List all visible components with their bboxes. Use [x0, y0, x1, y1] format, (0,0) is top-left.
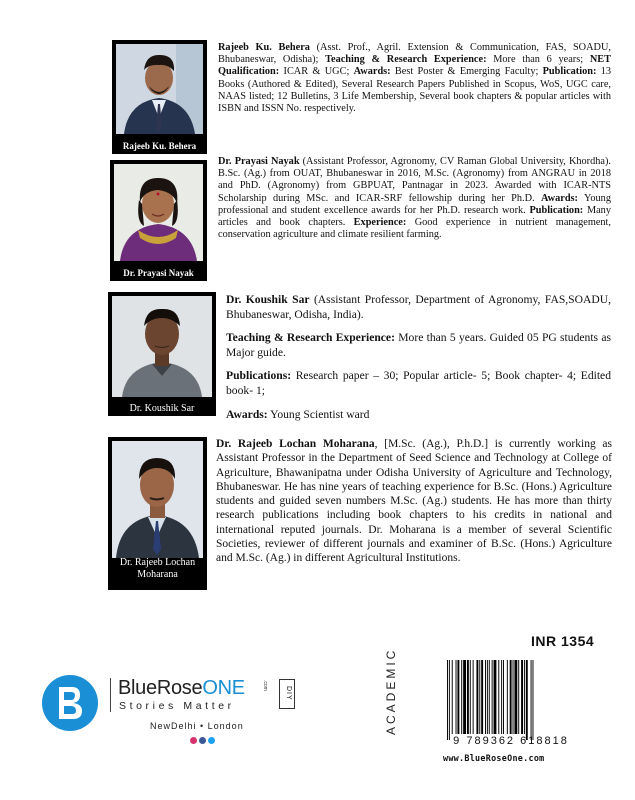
- social-icons: [190, 737, 215, 744]
- barcode-bar: [481, 660, 483, 734]
- bio-heading: Teaching & Research Experience:: [226, 331, 395, 345]
- barcode-bar: [456, 660, 457, 734]
- barcode-bar: [533, 660, 534, 740]
- bio-paragraph: [226, 408, 611, 423]
- publisher-com: .com: [262, 680, 268, 691]
- barcode-bar: [463, 660, 466, 734]
- author-photo-koushik-sar: [108, 292, 216, 416]
- barcode-bar: [524, 660, 525, 734]
- bio-heading: Awards:: [541, 192, 578, 204]
- barcode-bar: [457, 660, 459, 734]
- bio-text: Good experience in nutrient management, conservation agriculture and climate resilient farming.: [218, 217, 611, 241]
- barcode-bar: [473, 660, 474, 734]
- bio-heading: Awards:: [226, 407, 268, 421]
- bio-heading: Awards:: [353, 66, 391, 78]
- bio-heading: Experience:: [353, 217, 407, 229]
- barcode-bar: [513, 660, 514, 734]
- bio-heading: Publication:: [542, 66, 597, 78]
- bio-heading: Dr. Koushik Sar: [226, 293, 310, 306]
- publisher-name-part2: ONE: [202, 677, 245, 699]
- author-caption: Dr. Rajeeb Lochan Moharana: [119, 557, 196, 580]
- bio-text: Young Scientist ward: [267, 407, 370, 421]
- bio-text: Research paper – 30; Popular article- 5; Book chapter- 4; Edited book- 1;: [226, 369, 611, 397]
- publisher-name: [118, 677, 245, 700]
- author-bio-rajeeb-moharana: [216, 437, 612, 566]
- barcode-bar: [494, 660, 497, 734]
- barcode-bar: [487, 660, 488, 734]
- barcode-bar: [485, 660, 486, 734]
- bio-paragraph: [226, 293, 611, 322]
- bio-heading: Publication:: [529, 204, 584, 216]
- twitter-icon[interactable]: [208, 737, 215, 744]
- portrait-image: [112, 441, 203, 558]
- bio-paragraph: [226, 331, 611, 360]
- barcode-bar: [492, 660, 493, 734]
- website-url: www.BlueRoseOne.com: [443, 753, 545, 763]
- barcode-bar: [507, 660, 508, 734]
- barcode-bar: [526, 660, 528, 740]
- bio-heading: Rajeeb Ku. Behera: [218, 42, 310, 53]
- barcode-bar: [498, 660, 499, 734]
- bio-text: Young professional and student excellence awards for her Ph.D. research work.: [218, 192, 611, 216]
- diy-label: DIY: [285, 686, 292, 701]
- author-bio-prayasi-nayak: [218, 156, 611, 241]
- bio-text: (Asst. Prof., Agril. Extension & Communication, FAS, SOADU, Bhubaneswar, Odisha);: [218, 42, 611, 66]
- isbn-number: 9 789362 618818: [453, 735, 569, 747]
- publisher-name-part1: BlueRose: [118, 677, 203, 699]
- barcode-bar: [447, 660, 448, 740]
- bio-paragraph: [226, 369, 611, 398]
- barcode-bar: [489, 660, 490, 734]
- bio-text: 13 Books (Authored & Edited), Several Research Papers Published in Scopus, WoS, UGC care, NAAS listed; 12 Bulletins, 3 Life Membership, Several book chapters & popular articles with ISBN and ISSN No. respectively.: [218, 66, 611, 115]
- barcode-bar: [503, 660, 504, 734]
- bio-text: More than 5 years. Guided 05 PG students as Major guide.: [226, 331, 612, 359]
- barcode-bar: [521, 660, 523, 734]
- author-bio-rajeeb-behera: [218, 42, 611, 115]
- author-caption: Dr. Prayasi Nayak: [123, 268, 194, 278]
- barcode-bar: [510, 660, 512, 734]
- barcode-bar: [501, 660, 502, 734]
- portrait-image: [116, 44, 203, 134]
- bio-heading: Dr. Prayasi Nayak: [218, 156, 300, 167]
- barcode-bar: [449, 660, 450, 740]
- bio-text: Many articles and book chapters.: [218, 204, 611, 229]
- bio-heading: Teaching & Research Experience:: [325, 54, 487, 66]
- barcode-bar: [514, 660, 517, 734]
- instagram-icon[interactable]: [190, 737, 197, 744]
- diy-badge: [279, 679, 295, 709]
- barcode-bar: [518, 660, 519, 734]
- barcode-bar: [461, 660, 462, 734]
- author-caption: Dr. Koushik Sar: [129, 403, 195, 414]
- publisher-cities: NewDelhi • London: [150, 721, 244, 731]
- portrait-image: [114, 164, 203, 261]
- bio-text: , [M.Sc. (Ag.), P.h.D.] is currently working as Assistant Professor in the Department of Seed Science and Technology at College of Agriculture, Bhawanipatna under Odisha University of Agriculture and Technology, Bhubaneswar. He has nine years of teaching experience for B.Sc. (Hons.) Agriculture students and guided seven numbers M.Sc. (Ag.) students. He has more than thirty research publications including book chapters to his credits in national and international reputed journals. Dr. Moharana is a member of several Scientific Societies, reviewer of different journals and examiner of B.Sc. (Hons.) Agriculture and M.Sc. (Ag.) in different Agricultural Institutions.: [216, 438, 612, 565]
- bio-text: Best Poster & Emerging Faculty;: [390, 66, 543, 78]
- price-label: INR 1354: [531, 633, 595, 649]
- category-label: ACADEMIC: [384, 647, 398, 735]
- barcode-bar: [452, 660, 453, 734]
- author-bio-koushik-sar: [226, 293, 611, 431]
- bio-heading: NET Qualification:: [218, 54, 611, 78]
- portrait-image: [112, 296, 212, 397]
- bio-text: ICAR & UGC;: [279, 66, 354, 78]
- bio-text: More than 6 years;: [486, 54, 590, 66]
- barcode-bar: [476, 660, 478, 734]
- author-photo-rajeeb-behera: [112, 40, 207, 154]
- author-photo-prayasi-nayak: [110, 160, 207, 281]
- bio-heading: Dr. Rajeeb Lochan Moharana: [216, 438, 375, 450]
- barcode-bar: [531, 660, 532, 740]
- logo-divider: [110, 678, 111, 712]
- facebook-icon[interactable]: [199, 737, 206, 744]
- barcode-bar: [479, 660, 480, 734]
- bio-heading: Publications:: [226, 369, 292, 383]
- publisher-tagline: Stories Matter: [119, 700, 235, 712]
- bluerose-logo-icon: [42, 675, 98, 731]
- bio-text: (Assistant Professor, Department of Agronomy, FAS,SOADU, Bhubaneswar, Odisha, India).: [226, 293, 611, 321]
- barcode-bar: [467, 660, 469, 734]
- bio-text: (Assistant Professor, Agronomy, CV Raman Global University, Khordha). B.Sc. (Ag.) from OUAT, Bhubaneswar in 2016, M.Sc. (Agronomy) from ANGRAU in 2018 and PhD. (Agronomy) from GBPUAT, Pantnagar in 2023. Awarded with ICAR-NTS Scholarship during MSc. and ICAR-SRF fellowship during her Ph.D.: [218, 156, 611, 204]
- barcode-bar: [470, 660, 471, 734]
- author-photo-rajeeb-moharana: [108, 437, 207, 590]
- author-caption: Rajeeb Ku. Behera: [122, 141, 197, 151]
